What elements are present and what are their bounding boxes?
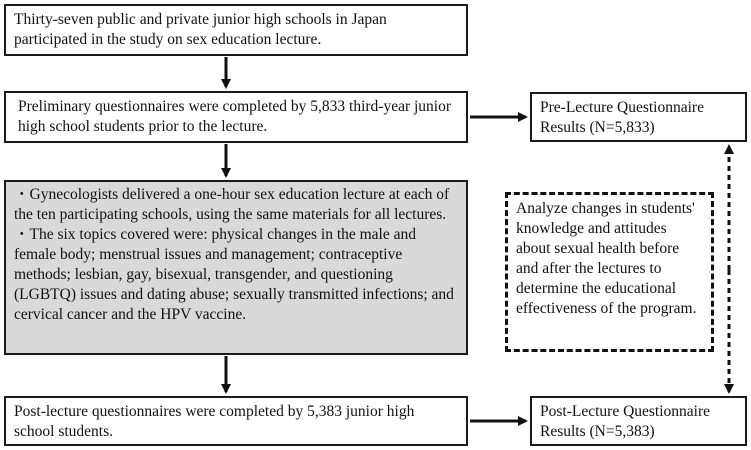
lecture-point-topics: ・The six topics covered were: physical changes in the male and female body; menstrual issues and management; contraceptive methods; lesbian, gay, bisexual, transgender, and questioning (LGBTQ) issues and dating abuse; sexually transmitted infections; and cervical cancer and the HPV vaccine. (14, 226, 454, 323)
lecture-point-delivery: ・Gynecologists delivered a one-hour sex education lecture at each of the ten participating schools, using the same materials for all lectures. (14, 186, 450, 223)
analysis-text: Analyze changes in students' knowledge and attitudes about sexual health before and after the lectures to determine the educational effectiveness of the program. (516, 200, 697, 317)
post-lecture-questionnaire-text: Post-lecture questionnaires were completed by 5,383 junior high school students. (14, 403, 415, 440)
pre-lecture-results-text: Pre-Lecture Questionnaire Results (N=5,833) (540, 99, 704, 136)
post-lecture-results-text: Post-Lecture Questionnaire Results (N=5,383) (540, 403, 711, 440)
preliminary-questionnaire-text: Preliminary questionnaires were completed by 5,833 third-year junior high school students prior to the lecture. (18, 98, 452, 135)
participants-text: Thirty-seven public and private junior high schools in Japan participated in the study on sex education lecture. (14, 11, 387, 48)
